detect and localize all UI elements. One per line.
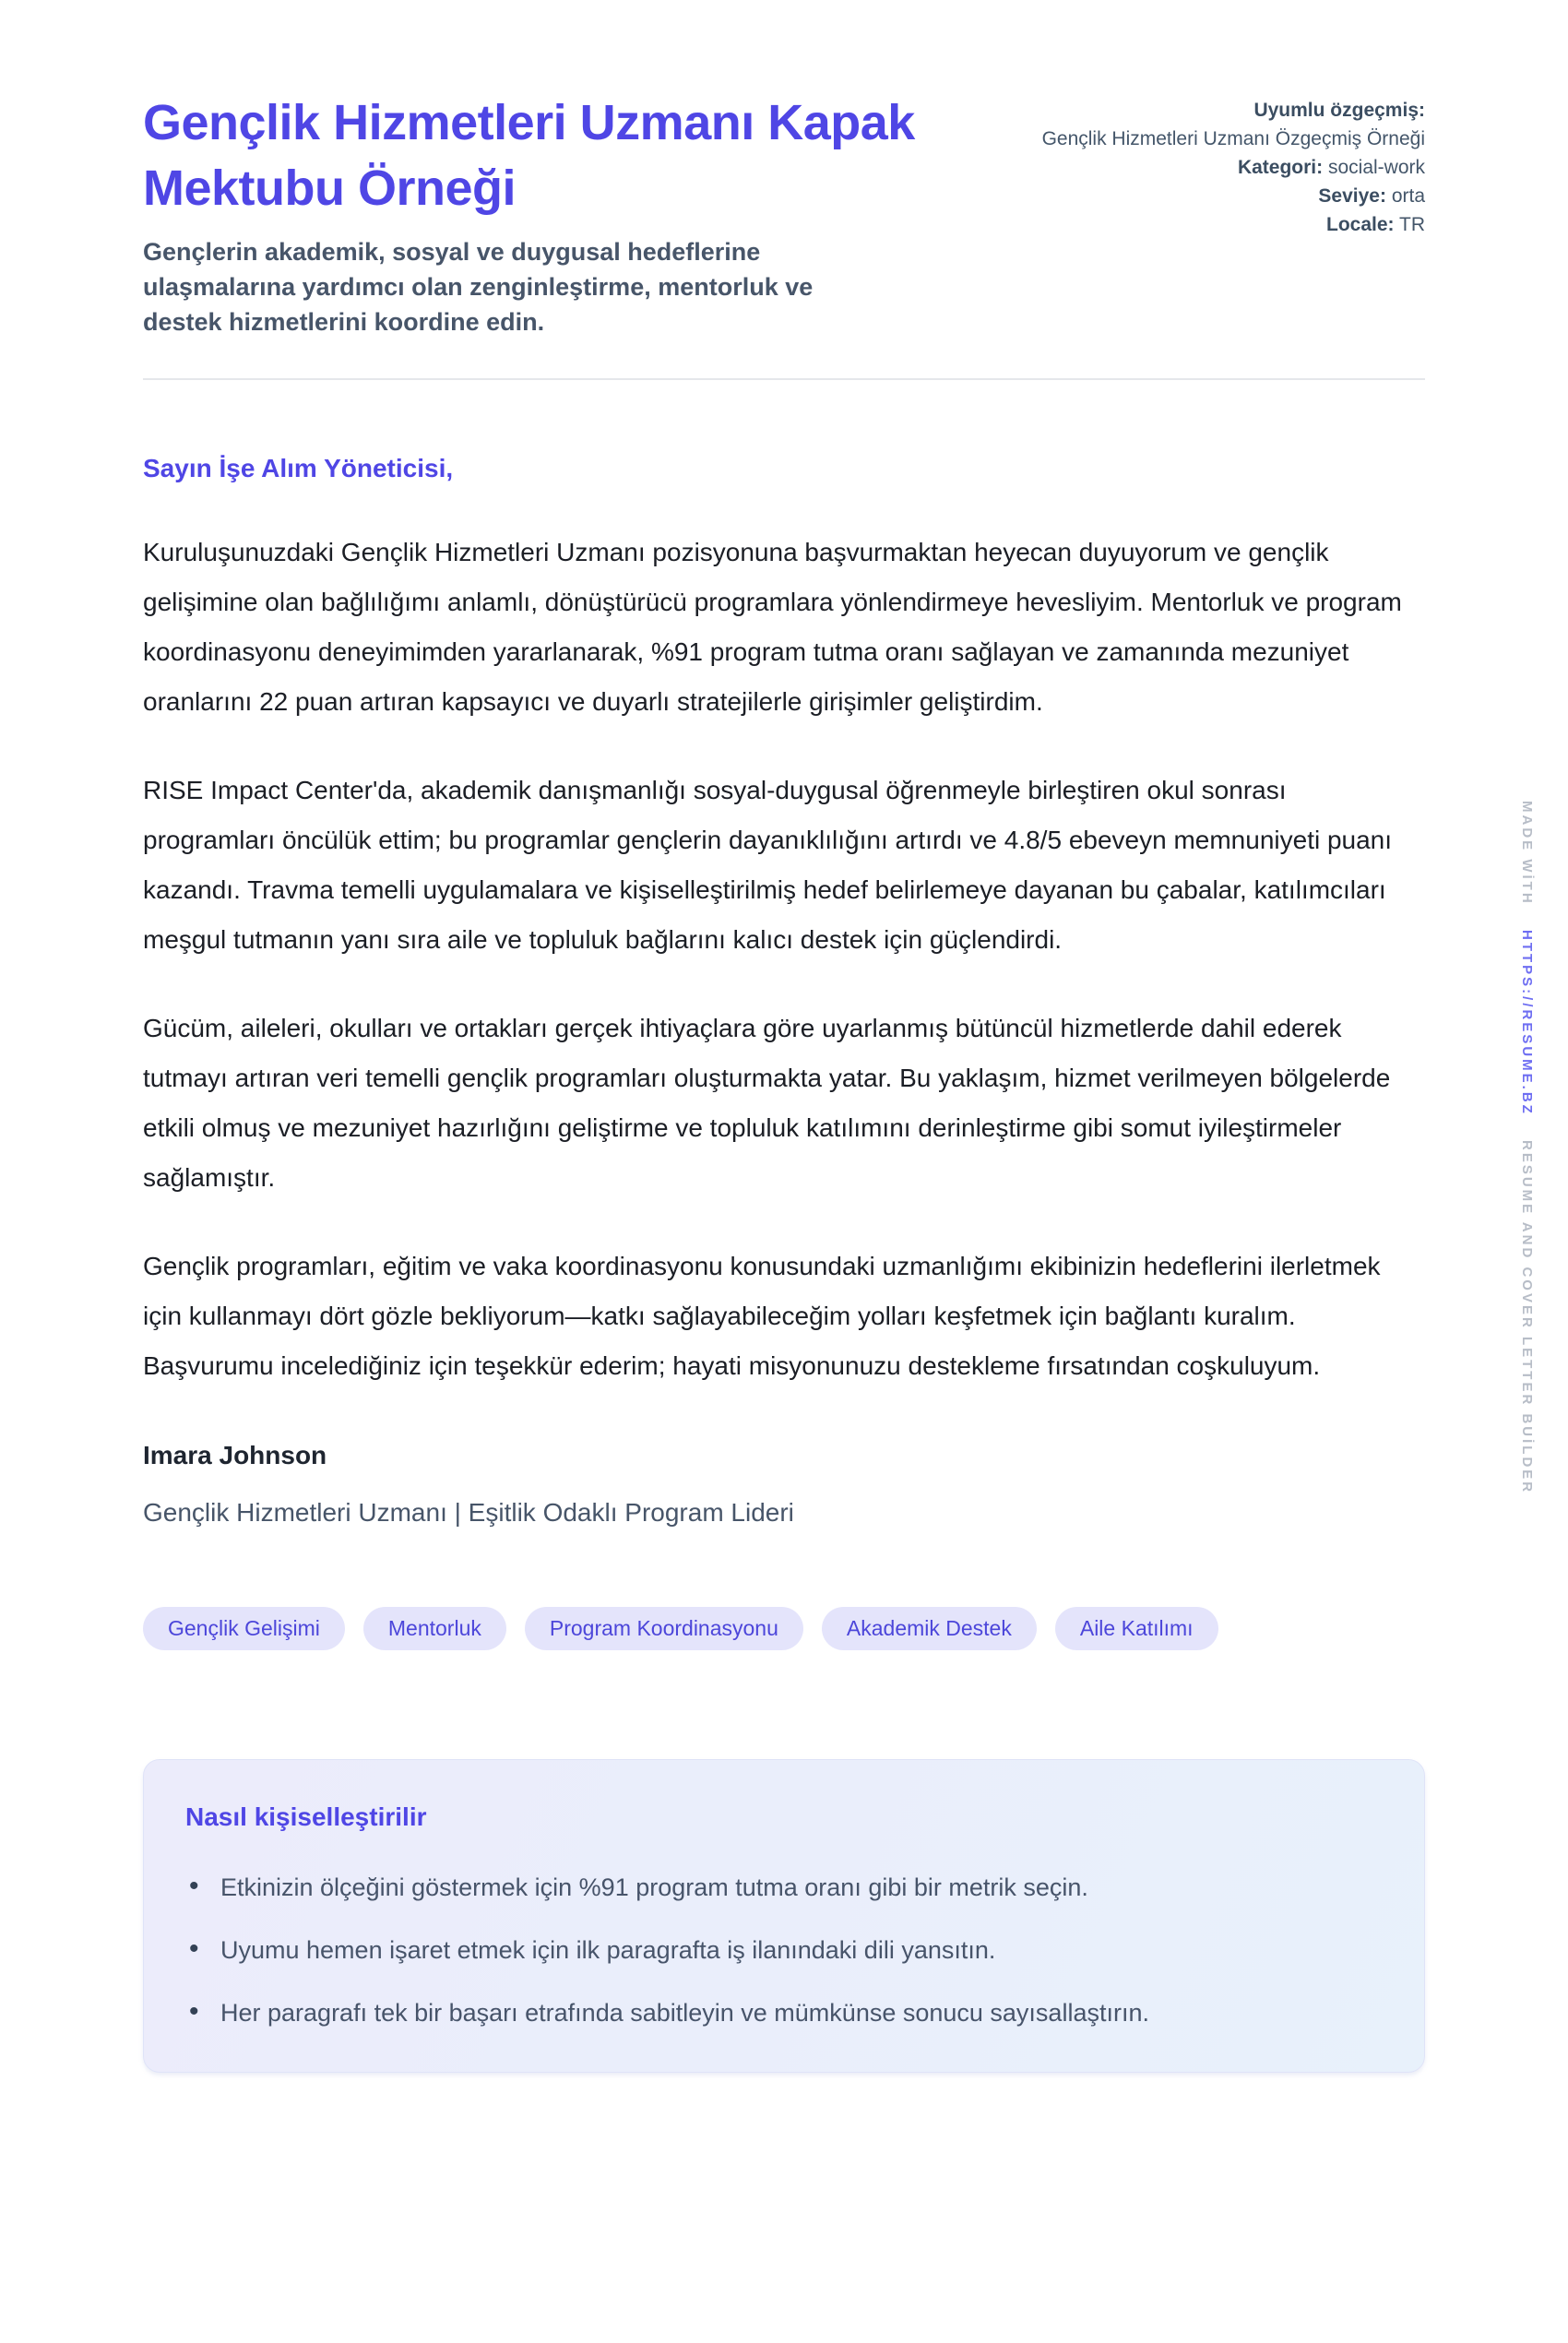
signature-role: Gençlik Hizmetleri Uzmanı | Eşitlik Odaklı Program Lideri [143,1498,794,1527]
tag-pill-genclik-gelisimi[interactable]: Gençlik Gelişimi [143,1607,345,1650]
personalization-tips-card [143,1759,1425,2073]
category-label: Kategori: [1237,157,1324,178]
tip-item-3: • Her paragrafı tek bir başarı etrafında sabitleyin ve mümkünse sonucu sayısallaştırın. [185,1996,1380,2029]
made-with-watermark [1519,801,1535,1494]
header-title-block [143,90,1019,339]
header-divider [143,378,1425,380]
category-value: social-work [1327,157,1425,178]
page-title: Gençlik Hizmetleri Uzmanı Kapak Mektubu Örneği [143,95,915,216]
tag-pill-mentorluk[interactable]: Mentorluk [363,1607,506,1650]
cover-letter-body [143,450,1425,1531]
signature-name: Imara Johnson [143,1441,327,1469]
resume-bz-link[interactable]: HTTPS://RESUME.BZ [1519,929,1535,1116]
tag-pill-aile-katilimi[interactable]: Aile Katılımı [1055,1607,1218,1650]
page-subtitle: Gençlerin akademik, sosyal ve duygusal hedeflerine ulaşmalarına yardımcı olan zenginleştirme, mentorluk ve destek hizmetlerini koordine edin. [143,238,814,336]
watermark-prefix: MADE WİTH [1519,801,1535,906]
meta-locale-row [1042,210,1425,239]
tag-pill-program-koordinasyonu[interactable]: Program Koordinasyonu [525,1607,803,1650]
tips-list [185,1871,1380,2029]
matching-resume-link[interactable]: Gençlik Hizmetleri Uzmanı Özgeçmiş Örneği [1041,128,1425,149]
tag-pill-akademik-destek[interactable]: Akademik Destek [822,1607,1037,1650]
meta-category-row [1042,153,1425,182]
page-header [143,90,1425,339]
tips-heading: Nasıl kişiselleştirilir [185,1802,427,1831]
skill-tags-row [143,1607,1425,1650]
content-container [143,0,1425,2073]
letter-greeting: Sayın İşe Alım Yöneticisi, [143,454,454,482]
tip-item-1: • Etkinizin ölçeğini göstermek için %91 program tutma oranı gibi bir metrik seçin. [185,1871,1380,1904]
tip-item-2: • Uyumu hemen işaret etmek için ilk paragrafta iş ilanındaki dili yansıtın. [185,1933,1380,1967]
level-value: orta [1391,185,1425,207]
level-label: Seviye: [1318,185,1386,207]
meta-level-row [1042,182,1425,210]
matching-resume-label: Uyumlu özgeçmiş: [1253,100,1425,121]
letter-paragraph-2: RISE Impact Center'da, akademik danışmanlığı sosyal-duygusal öğrenmeyle birleştiren okul sonrası programları öncülük ettim; bu programlar gençlerin dayanıklılığını artırdı ve 4.8/5 ebeveyn memnuniyeti puanı kazandı. Travma temelli uygulamalara ve kişiselleştirilmiş hedef belirlemeye dayanan bu çabalar, katılımcıları meşgul tutmanın yanı sıra aile ve topluluk bağlarını kalıcı destek için güçlendirdi. [143,776,1393,954]
letter-paragraph-3: Gücüm, aileleri, okulları ve ortakları gerçek ihtiyaçlara göre uyarlanmış bütüncül hizmetlerde dahil ederek tutmayı artıran veri temelli gençlik programları oluşturmakta yatar. Bu yaklaşım, hizmet verilmeyen bölgelerde etkili olmuş ve mezuniyet hazırlığını geliştirme ve topluluk katılımını derinleştirme gibi somut iyileştirmeler sağlamıştır. [143,1014,1391,1192]
locale-label: Locale: [1326,214,1395,235]
locale-value: TR [1399,214,1425,235]
letter-paragraph-1: Kuruluşunuzdaki Gençlik Hizmetleri Uzmanı pozisyonuna başvurmaktan heyecan duyuyorum ve gençlik gelişimine olan bağlılığımı anlamlı, dönüştürücü programlara yönlendirmeye hevesliyim. Mentorluk ve program koordinasyonu deneyimimden yararlanarak, %91 program tutma oranı sağlayan ve zamanında mezuniyet oranlarını 22 puan artıran kapsayıcı ve duyarlı stratejilerle girişimler geliştirdim. [143,538,1402,716]
letter-paragraph-4: Gençlik programları, eğitim ve vaka koordinasyonu konusundaki uzmanlığımı ekibinizin hedeflerini ilerletmek için kullanmayı dört gözle bekliyorum—katkı sağlayabileceğim yolları keşfetmek için bağlantı kuralım. Başvurumu incelediğiniz için teşekkür ederim; hayati misyonunuzu destekleme fırsatından coşkuluyum. [143,1252,1381,1380]
watermark-suffix: RESUME AND COVER LETTER BUİLDER [1519,1139,1535,1494]
resume-meta-panel [1042,90,1425,239]
